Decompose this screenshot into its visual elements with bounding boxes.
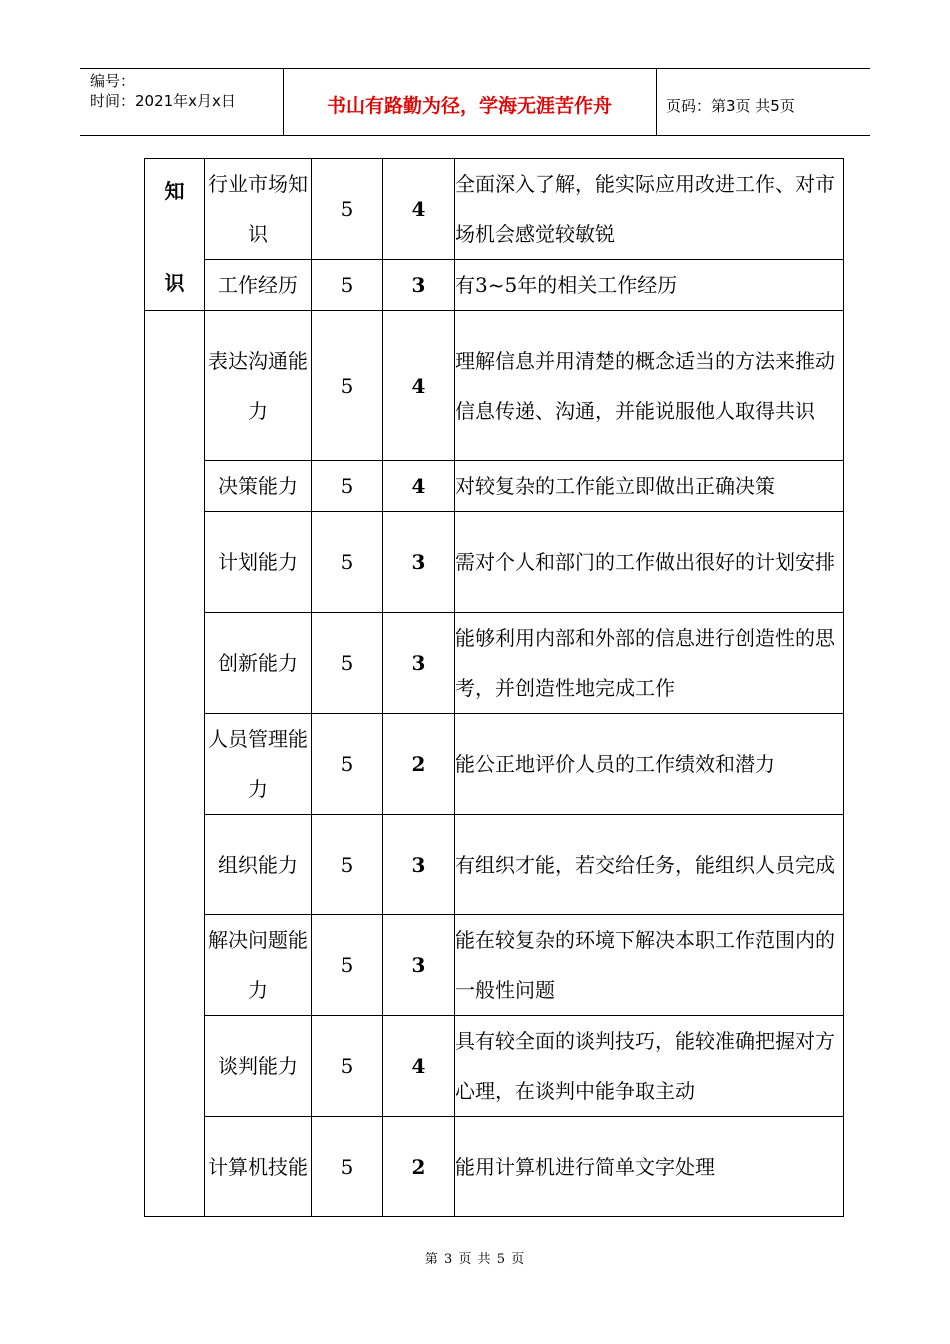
table-row	[145, 1117, 844, 1217]
header-meta-cell	[80, 69, 284, 135]
item-name: 计划能力	[205, 512, 312, 613]
score: 3	[383, 915, 455, 1016]
item-description: 理解信息并用清楚的概念适当的方法来推动信息传递、沟通，并能说服他人取得共识	[455, 311, 844, 461]
category-knowledge-cell	[145, 159, 205, 311]
category-label: 识	[164, 270, 185, 295]
item-description: 需对个人和部门的工作做出很好的计划安排	[455, 512, 844, 613]
item-name: 解决问题能力	[205, 915, 312, 1016]
full-score: 5	[312, 512, 383, 613]
document-date: 时间：2021年x月x日	[90, 92, 236, 110]
score: 3	[383, 512, 455, 613]
item-description: 有组织才能，若交给任务，能组织人员完成	[455, 815, 844, 915]
header-page-cell	[656, 69, 870, 135]
full-score: 5	[312, 1117, 383, 1217]
full-score: 5	[312, 613, 383, 714]
item-name: 谈判能力	[205, 1016, 312, 1117]
item-description: 全面深入了解，能实际应用改进工作、对市场机会感觉较敏锐	[455, 159, 844, 260]
table-row	[145, 461, 844, 512]
item-name: 组织能力	[205, 815, 312, 915]
full-score: 5	[312, 159, 383, 260]
table-row	[145, 260, 844, 311]
table-row	[145, 714, 844, 815]
score: 4	[383, 159, 455, 260]
score: 3	[383, 815, 455, 915]
header-motto-cell	[283, 69, 657, 135]
header-motto: 书山有路勤为径，学海无涯苦作舟	[326, 95, 612, 117]
full-score: 5	[312, 915, 383, 1016]
table-row	[145, 915, 844, 1016]
item-description: 能在较复杂的环境下解决本职工作范围内的一般性问题	[455, 915, 844, 1016]
full-score: 5	[312, 311, 383, 461]
score: 3	[383, 260, 455, 311]
score: 4	[383, 461, 455, 512]
item-name: 创新能力	[205, 613, 312, 714]
item-name: 决策能力	[205, 461, 312, 512]
full-score: 5	[312, 815, 383, 915]
score: 2	[383, 1117, 455, 1217]
table-row	[145, 815, 844, 915]
full-score: 5	[312, 714, 383, 815]
score: 4	[383, 311, 455, 461]
item-description: 能公正地评价人员的工作绩效和潜力	[455, 714, 844, 815]
table-row	[145, 613, 844, 714]
score: 2	[383, 714, 455, 815]
item-description: 具有较全面的谈判技巧，能较准确把握对方心理，在谈判中能争取主动	[455, 1016, 844, 1117]
document-number-label: 编号：	[90, 72, 136, 90]
score: 3	[383, 613, 455, 714]
page-header	[80, 68, 870, 136]
item-description: 能用计算机进行简单文字处理	[455, 1117, 844, 1217]
table-row	[145, 512, 844, 613]
page-footer: 第 3 页 共 5 页	[424, 1252, 526, 1267]
full-score: 5	[312, 260, 383, 311]
item-name: 计算机技能	[205, 1117, 312, 1217]
competency-table	[144, 158, 844, 1217]
item-name: 人员管理能力	[205, 714, 312, 815]
item-description: 对较复杂的工作能立即做出正确决策	[455, 461, 844, 512]
item-description: 能够利用内部和外部的信息进行创造性的思考，并创造性地完成工作	[455, 613, 844, 714]
item-name: 工作经历	[205, 260, 312, 311]
table-row	[145, 311, 844, 461]
full-score: 5	[312, 461, 383, 512]
item-description: 有3~5年的相关工作经历	[455, 260, 844, 311]
category-ability-cell	[145, 311, 205, 1217]
score: 4	[383, 1016, 455, 1117]
header-page-number: 页码：第3页 共5页	[666, 97, 795, 115]
full-score: 5	[312, 1016, 383, 1117]
category-label: 知	[164, 178, 185, 203]
table-row	[145, 1016, 844, 1117]
item-name: 表达沟通能力	[205, 311, 312, 461]
item-name: 行业市场知识	[205, 159, 312, 260]
table-row	[145, 159, 844, 260]
